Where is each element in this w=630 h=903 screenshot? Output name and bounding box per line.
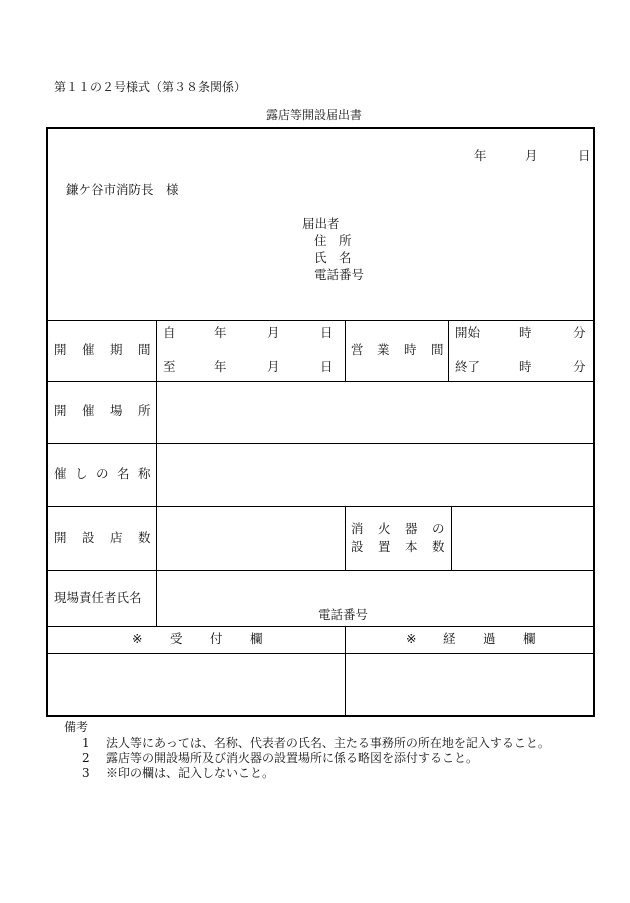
shop-count-label-char: 店	[110, 530, 123, 545]
period-label-char: 期	[110, 342, 123, 357]
hours-label-char: 時	[404, 342, 417, 357]
grid-line	[46, 320, 595, 321]
hours-label-char: 業	[377, 342, 390, 357]
period-from-day: 日	[320, 325, 333, 340]
venue-label-char: 催	[82, 403, 95, 418]
event-name-label-char: し	[75, 466, 88, 481]
extinguisher-label-char: 数	[432, 539, 445, 554]
grid-line	[46, 443, 595, 444]
manager-phone-label: 電話番号	[318, 607, 369, 622]
period-from-year: 年	[214, 325, 227, 340]
reception-char: 受	[170, 631, 183, 646]
addressee: 鎌ケ谷市消防長 様	[66, 182, 179, 197]
extinguisher-label-char: 本	[405, 539, 418, 554]
period-to-month: 月	[267, 359, 280, 374]
hours-end: 終了	[455, 359, 481, 374]
progress-char: 過	[483, 631, 496, 646]
shop-count-label-char: 数	[138, 530, 151, 545]
hours-start-hour: 時	[519, 325, 532, 340]
note-number: 1	[82, 736, 90, 750]
hours-start-minute: 分	[573, 325, 586, 340]
venue-label-char: 場	[110, 403, 123, 418]
venue-label-char: 開	[54, 403, 67, 418]
form-number: 第１１の２号様式（第３８条関係）	[54, 80, 247, 94]
extinguisher-label-char: の	[432, 521, 445, 536]
extinguisher-label-char: 火	[378, 521, 391, 536]
applicant-heading: 届出者	[302, 216, 340, 231]
note-text: 法人等にあっては、名称、代表者の氏名、主たる事務所の所在地を記入すること。	[106, 736, 550, 750]
progress-char: ※	[406, 631, 417, 646]
event-name-label-char: 催	[54, 466, 67, 481]
grid-line	[46, 381, 595, 382]
address-label: 住 所	[314, 233, 352, 248]
reception-char: 付	[210, 631, 223, 646]
extinguisher-label-char: 置	[378, 539, 391, 554]
hours-label-char: 間	[431, 342, 444, 357]
period-label-char: 開	[54, 342, 67, 357]
date-year-label: 年	[474, 148, 487, 163]
grid-line	[46, 570, 595, 571]
hours-end-minute: 分	[573, 359, 586, 374]
hours-start: 開始	[455, 325, 481, 340]
period-to: 至	[163, 359, 176, 374]
period-label-char: 間	[138, 342, 151, 357]
grid-line	[46, 626, 595, 627]
grid-line	[46, 653, 595, 654]
extinguisher-label-char: 器	[405, 521, 418, 536]
period-from-month: 月	[267, 325, 280, 340]
hours-end-hour: 時	[519, 359, 532, 374]
progress-char: 欄	[523, 631, 536, 646]
date-month-label: 月	[525, 148, 538, 163]
extinguisher-label-char: 設	[351, 539, 364, 554]
period-label-char: 催	[82, 342, 95, 357]
grid-line	[156, 320, 157, 626]
note-text: 露店等の開設場所及び消火器の設置場所に係る略図を添付すること。	[106, 751, 479, 765]
period-to-year: 年	[214, 359, 227, 374]
hours-label-char: 営	[351, 342, 364, 357]
venue-label-char: 所	[138, 403, 151, 418]
grid-line	[448, 320, 449, 381]
event-name-label-char: 称	[138, 466, 151, 481]
grid-line	[345, 506, 346, 570]
phone-label: 電話番号	[314, 267, 365, 282]
reception-char: 欄	[250, 631, 263, 646]
grid-line	[345, 626, 346, 717]
period-to-day: 日	[320, 359, 333, 374]
grid-line	[345, 320, 346, 381]
manager-label: 現場責任者氏名	[54, 590, 142, 605]
grid-line	[451, 506, 452, 570]
note-number: 3	[82, 766, 90, 780]
notes-heading: 備考	[64, 720, 89, 734]
note-number: 2	[82, 751, 90, 765]
date-day-label: 日	[578, 148, 591, 163]
name-label: 氏 名	[314, 250, 352, 265]
extinguisher-label-char: 消	[351, 521, 364, 536]
reception-char: ※	[132, 631, 143, 646]
grid-line	[46, 506, 595, 507]
progress-char: 経	[443, 631, 456, 646]
period-from: 自	[163, 325, 176, 340]
event-name-label-char: の	[96, 466, 109, 481]
note-text: ※印の欄は、記入しないこと。	[106, 766, 275, 780]
shop-count-label-char: 設	[82, 530, 95, 545]
event-name-label-char: 名	[117, 466, 130, 481]
shop-count-label-char: 開	[54, 530, 67, 545]
form-title: 露店等開設届出書	[266, 108, 363, 122]
